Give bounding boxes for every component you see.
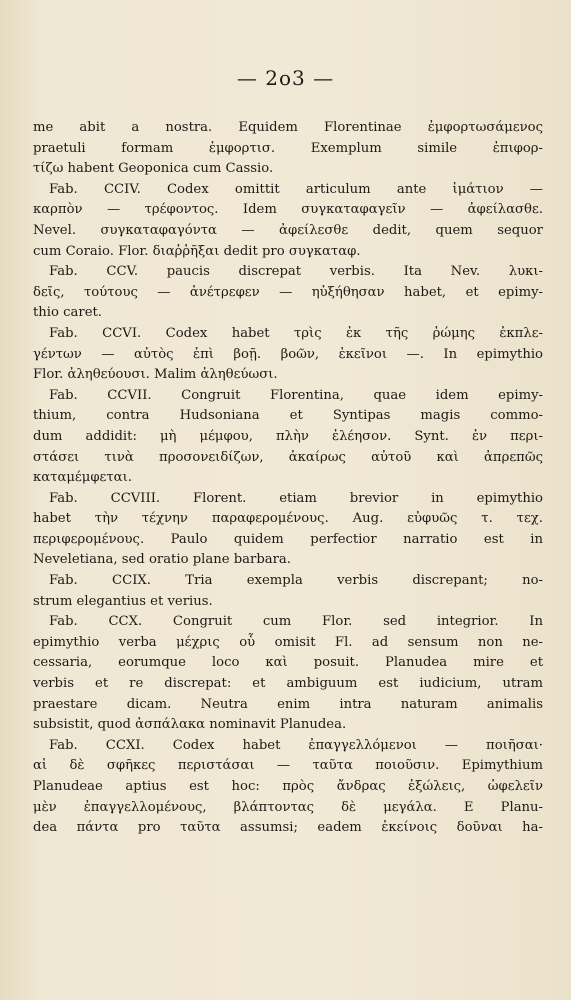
- text-line: τίζω habent Geoponica cum Cassio.: [33, 161, 274, 177]
- text-line: Fab. CCIX. Tria exempla verbis discrepant; no-: [49, 573, 543, 589]
- text-line: praestare dicam. Neutra enim intra naturam animalis: [33, 696, 543, 712]
- text-line: αἱ δὲ σφῆκες περιστάσαι — ταῦτα ποιοῦσιν. Epimythium: [33, 758, 543, 774]
- text-line: δεῖς, τούτους — ἀνέτρεφεν — ηὐξήθησαν habet, et epimy-: [33, 284, 543, 300]
- text-line: Fab. CCXI. Codex habet ἐπαγγελλόμενοι — ποιῆσαι·: [49, 737, 543, 753]
- text-line: Fab. CCVI. Codex habet τρὶς ἐκ τῆς ῥώμης ἐκπλε-: [49, 325, 543, 341]
- text-line: dea πάντα pro ταῦτα assumsi; eadem ἐκείνοις δοῦναι ha-: [33, 820, 543, 836]
- text-line: praetuli formam ἐμφορτισ. Exemplum simile ἐπιφορ-: [33, 140, 543, 156]
- text-line: στάσει τινὰ προσονειδίζων, ἀκαίρως αὐτοῦ καὶ ἀπρεπῶς: [33, 449, 543, 465]
- text-line: cessaria, eorumque loco καὶ posuit. Planudea mire et: [33, 655, 543, 671]
- text-line: γέντων — αὐτὸς ἐπὶ βοῇ. βοῶν, ἐκεῖνοι —. In epimythio: [33, 346, 543, 362]
- text-line: καταμέμφεται.: [33, 470, 132, 486]
- text-line: me abit a nostra. Equidem Florentinae ἐμφορτωσάμενος: [33, 120, 543, 135]
- text-line: dum addidit: μὴ μέμφου, πλὴν ἐλέησον. Synt. ἐν περι-: [33, 428, 543, 444]
- text-line: strum elegantius et verius.: [33, 593, 213, 609]
- text-line: Neveletiana, sed oratio plane barbara.: [33, 552, 291, 568]
- page-number: — 2o3 —: [236, 66, 335, 90]
- text-line: cum Coraio. Flor. διαῤῥῆξαι dedit pro συγκαταφ.: [33, 243, 361, 259]
- text-line: epimythio verba μέχρις οὗ omisit Fl. ad sensum non ne-: [33, 634, 543, 650]
- text-line: Fab. CCVII. Congruit Florentina, quae idem epimy-: [49, 387, 543, 403]
- text-line: Fab. CCV. paucis discrepat verbis. Ita Nev. λυκι-: [49, 264, 543, 280]
- text-line: μὲν ἐπαγγελλομένους, βλάπτοντας δὲ μεγάλα. E Planu-: [33, 799, 543, 815]
- text-line: verbis et re discrepat: et ambiguum est iudicium, utram: [33, 676, 543, 692]
- text-line: thium, contra Hudsoniana et Syntipas magis commo-: [33, 408, 543, 424]
- text-line: Planudeae aptius est hoc: πρὸς ἄνδρας ἐξώλεις, ὠφελεῖν: [33, 779, 543, 794]
- text-line: Fab. CCVIII. Florent. etiam brevior in epimythio: [49, 490, 543, 506]
- text-line: thio caret.: [33, 305, 102, 321]
- text-line: περιφερομένους. Paulo quidem perfectior narratio est in: [33, 531, 543, 547]
- text-line: καρπὸν — τρέφοντος. Idem συγκαταφαγεῖν — ἀφείλασθε.: [33, 202, 543, 218]
- text-line: subsistit, quod ἀσπάλακα nominavit Planudea.: [33, 717, 347, 733]
- body-text: [33, 118, 543, 839]
- text-line: Fab. CCIV. Codex omittit articulum ante ἱμάτιον —: [49, 181, 543, 197]
- text-line: habet τὴν τέχνην παραφερομένους. Aug. εὐφυῶς τ. τεχ.: [33, 511, 543, 527]
- text-line: Fab. CCX. Congruit cum Flor. sed integrior. In: [49, 614, 543, 630]
- text-line: Nevel. συγκαταφαγόντα — ἀφείλεσθε dedit, quem sequor: [33, 222, 543, 238]
- text-line: Flor. ἀληθεύουσι. Malim ἀληθεύωσι.: [33, 367, 278, 383]
